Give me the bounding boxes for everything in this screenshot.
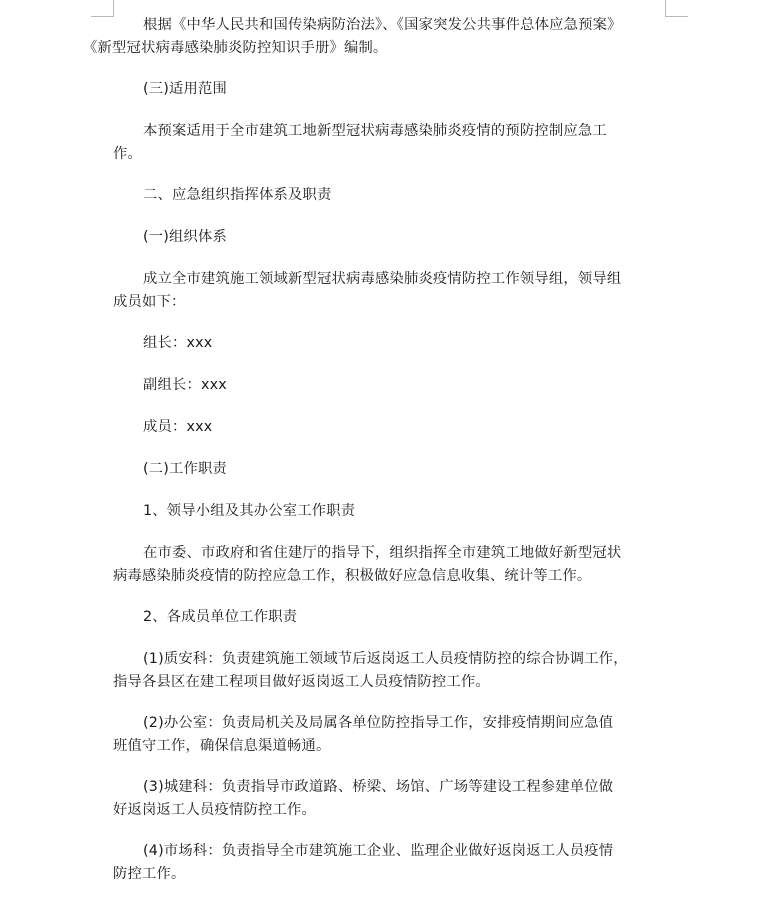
member-members: 成员：xxx <box>143 419 213 435</box>
subsection-heading-duties: (二)工作职责 <box>143 461 228 477</box>
item-heading-leading-group-duties: 1、领导小组及其办公室工作职责 <box>143 503 356 519</box>
item-heading-member-units: 2、各成员单位工作职责 <box>143 609 298 625</box>
paragraph-basis: 根据《中华人民共和国传染病防治法》、《国家突发公共事件总体应急预案》 《新型冠状病毒感染肺炎防控知识手册》编制。 <box>83 17 622 56</box>
paragraph-leading-group-duties: 在市委、市政府和省住建厅的指导下，组织指挥全市建筑工地做好新型冠状 病毒感染肺炎疫情的防控应急工作，积极做好应急信息收集、统计等工作。 <box>113 545 622 584</box>
section-heading-organization: 二、应急组织指挥体系及职责 <box>143 187 332 203</box>
paragraph-scope: 本预案适用于全市建筑工地新型冠状病毒感染肺炎疫情的预防控制应急工 作。 <box>113 123 607 162</box>
document-body[interactable] <box>83 14 669 904</box>
paragraph-office: (2)办公室：负责局机关及局属各单位防控指导工作，安排疫情期间应急值 班值守工作，确保信息渠道畅通。 <box>113 715 614 754</box>
paragraph-market: (4)市场科：负责指导全市建筑施工企业、监理企业做好返岗返工人员疫情 防控工作。 <box>113 843 614 882</box>
paragraph-urban-construction: (3)城建科：负责指导市政道路、桥梁、场馆、广场等建设工程参建单位做 好返岗返工人员疫情防控工作。 <box>113 779 614 818</box>
paragraph-quality-safety: (1)质安科：负责建筑施工领域节后返岗返工人员疫情防控的综合协调工作， 指导各县区在建工程项目做好返岗返工人员疫情防控工作。 <box>113 651 628 690</box>
section-heading-scope: (三)适用范围 <box>143 81 228 97</box>
member-leader: 组长：xxx <box>143 335 213 351</box>
paragraph-leading-group: 成立全市建筑施工领域新型冠状病毒感染肺炎疫情防控工作领导组，领导组 成员如下： <box>113 271 622 310</box>
crop-mark-top-left <box>91 0 114 17</box>
member-deputy-leader: 副组长：xxx <box>143 377 227 393</box>
subsection-heading-system: (一)组织体系 <box>143 229 228 245</box>
